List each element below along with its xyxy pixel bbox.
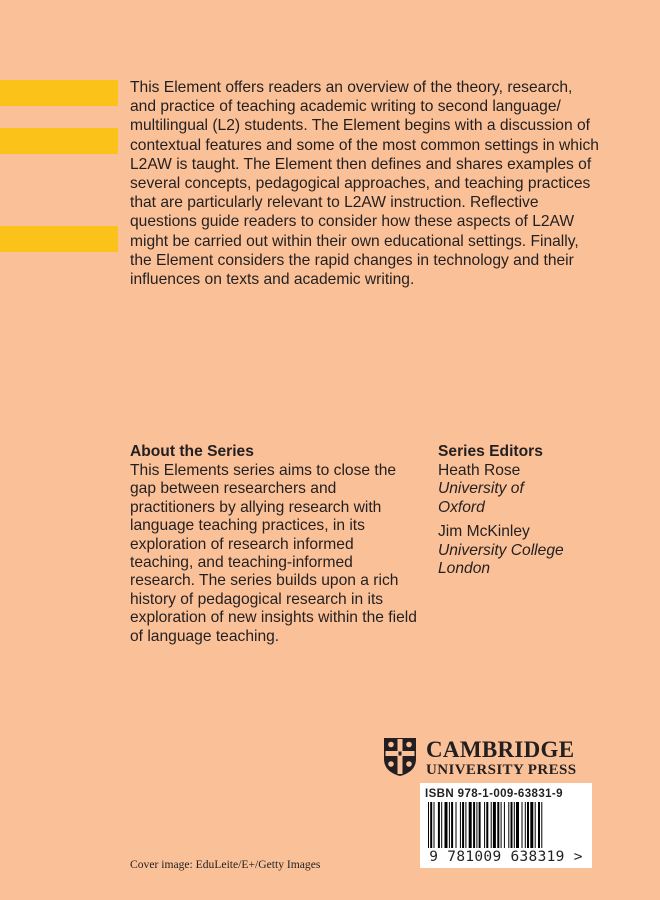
editor-affiliation: University College London — [438, 541, 564, 578]
barcode-bars — [422, 802, 590, 848]
editor-name: Heath Rose — [438, 462, 521, 479]
crest-icon — [383, 737, 417, 777]
publisher-subname: UNIVERSITY PRESS — [426, 762, 577, 778]
accent-bar — [0, 128, 118, 154]
editor-affiliation: University of Oxford — [438, 480, 524, 516]
publisher-logo — [383, 732, 583, 780]
book-blurb: This Element offers readers an overview of the theory, research, and practice of teaching academic writing to second language/ multilingual (L2) students. The Element begins with a discussion of contextual features and some of the most common settings in which L2AW is taught. The Element then defines and shares examples of several concepts, pedagogical approaches, and teaching practices that are particularly relevant to L2AW instruction. Reflective questions guide readers to consider how these aspects of L2AW might be carried out within their own educational settings. Finally, the Element considers the rapid changes in technology and their influences on texts and academic writing. — [130, 79, 599, 289]
editor-entry — [438, 523, 628, 578]
barcode-digits: 9 781009 638319 > — [429, 849, 583, 865]
publisher-name: CAMBRIDGE — [426, 737, 575, 762]
series-editors-heading: Series Editors — [438, 443, 543, 460]
accent-bar — [0, 226, 118, 252]
series-editors-section — [438, 442, 628, 578]
isbn-barcode — [420, 783, 592, 868]
cover-image-credit: Cover image: EduLeite/E+/Getty Images — [130, 858, 321, 871]
about-series-heading: About the Series — [130, 443, 254, 460]
isbn-label: ISBN 978-1-009-63831-9 — [425, 788, 563, 800]
editor-name: Jim McKinley — [438, 523, 530, 541]
about-series-text: This Elements series aims to close the gap between researchers and practitioners by allying research with language teaching practices, in its exploration of research informed teaching, and teaching-informed research. The series builds upon a rich history of pedagogical research in its exploration of new insights within the field of language teaching. — [130, 462, 417, 645]
accent-bar — [0, 80, 118, 106]
about-series-section — [130, 442, 420, 646]
editor-entry — [438, 462, 628, 517]
